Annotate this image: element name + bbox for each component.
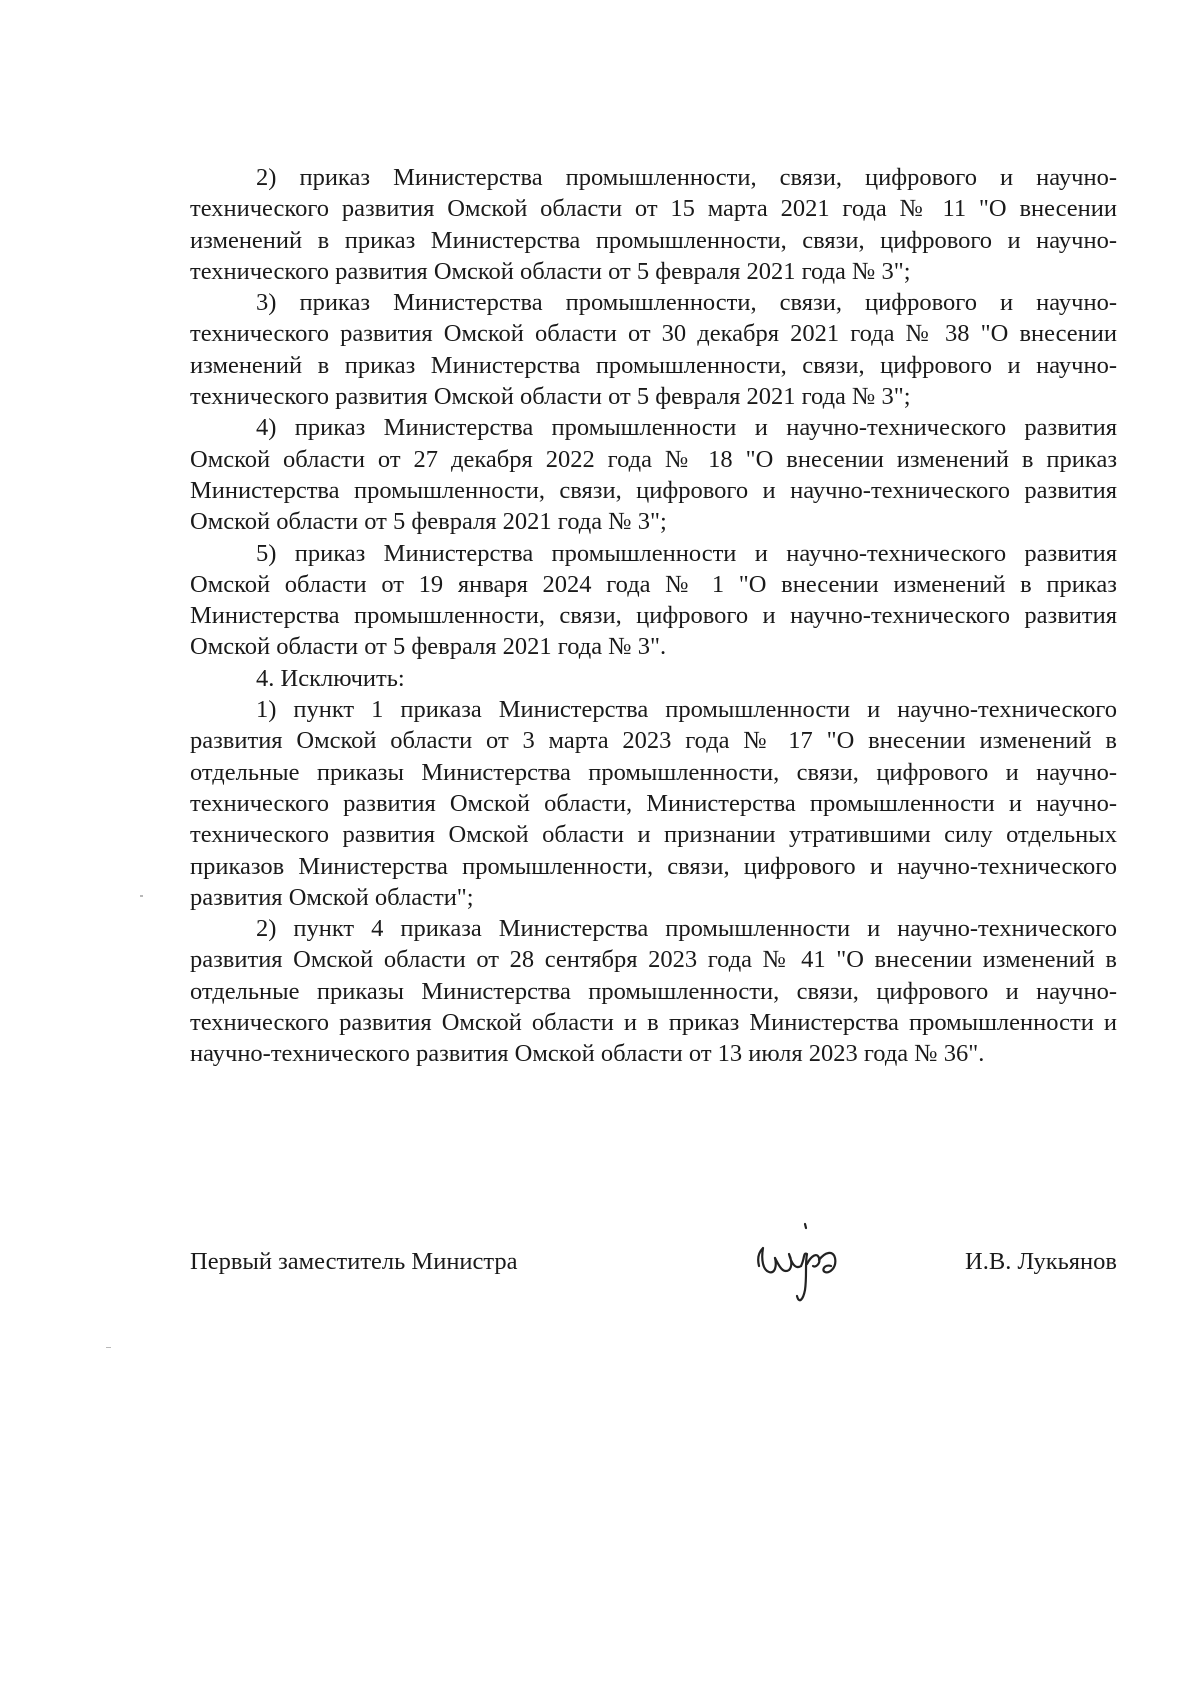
signatory-position: Первый заместитель Министра bbox=[190, 1248, 518, 1275]
paragraph-item-3: 3) приказ Министерства промышленности, связи, цифрового и научно-технического развития Омской области от 30 декабря 2021 года № 38 "О внесении изменений в приказ Министерства промышленности, связи, цифрового и научно-технического развития Омской области от 5 февраля 2021 года № 3"; bbox=[190, 289, 1117, 411]
section-4-heading: 4. Исключить: bbox=[256, 664, 405, 692]
scan-speck bbox=[106, 1347, 111, 1348]
scan-speck bbox=[140, 895, 143, 897]
paragraph-item-2: 2) приказ Министерства промышленности, связи, цифрового и научно-технического развития Омской области от 15 марта 2021 года № 11 "О внесении изменений в приказ Министерства промышленности, связи, цифрового и научно-технического развития Омской области от 5 февраля 2021 года № 3"; bbox=[190, 164, 1117, 285]
signatory-name: И.В. Лукьянов bbox=[965, 1248, 1117, 1275]
document-body bbox=[190, 162, 1117, 1070]
signature-block bbox=[190, 1238, 1117, 1328]
paragraph-item-4: 4) приказ Министерства промышленности и научно-технического развития Омской области от 27 декабря 2022 года № 18 "О внесении изменений в приказ Министерства промышленности, связи, цифрового и научно-технического развития Омской области от 5 февраля 2021 года № 3"; bbox=[190, 414, 1117, 536]
exclusion-item-2: 2) пункт 4 приказа Министерства промышленности и научно-технического развития Омской области от 28 сентября 2023 года № 41 "О внесении изменений в отдельные приказы Министерства промышленности, связи, цифрового и научно-технического развития Омской области и в приказ Министерства промышленности и научно-технического развития Омской области от 13 июля 2023 года № 36". bbox=[190, 915, 1117, 1068]
paragraph-item-5: 5) приказ Министерства промышленности и научно-технического развития Омской области от 19 января 2024 года № 1 "О внесении изменений в приказ Министерства промышленности, связи, цифрового и научно-технического развития Омской области от 5 февраля 2021 года № 3". bbox=[190, 539, 1117, 661]
exclusion-item-1: 1) пункт 1 приказа Министерства промышленности и научно-технического развития Омской области от 3 марта 2023 года № 17 "О внесении изменений в отдельные приказы Министерства промышленности, связи, цифрового и научно-технического развития Омской области, Министерства промышленности и научно-технического развития Омской области и признании утратившими силу отдельных приказов Министерства промышленности, связи, цифрового и научно-технического развития Омской области"; bbox=[190, 696, 1117, 911]
handwritten-signature bbox=[745, 1208, 855, 1318]
